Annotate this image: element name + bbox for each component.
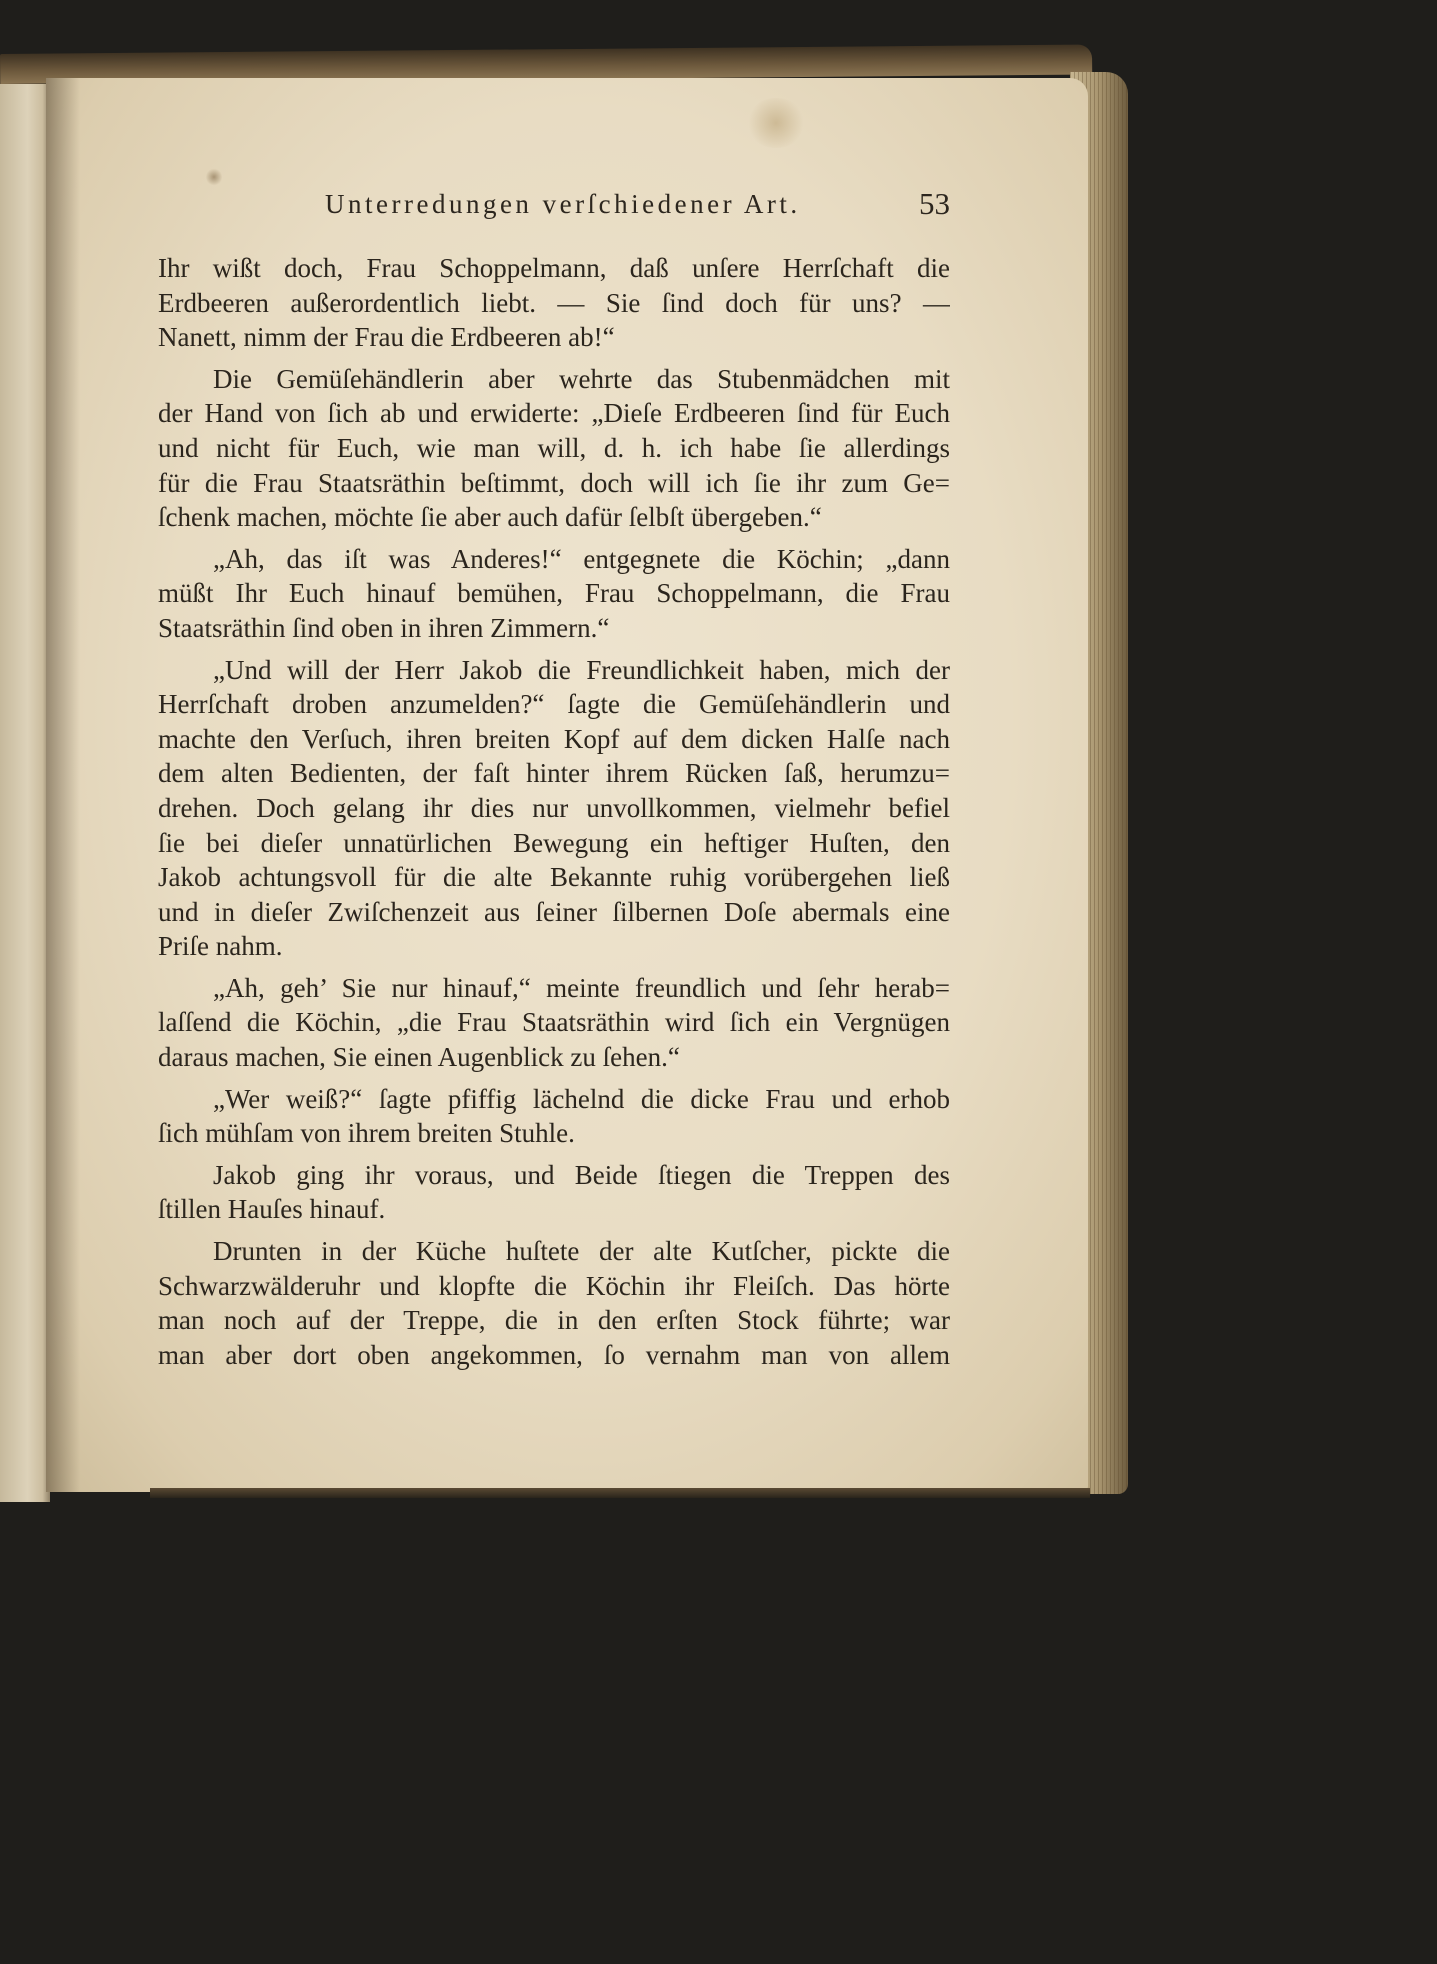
text-line: daraus machen, Sie einen Augenblick zu ſehen.“ — [158, 1042, 680, 1073]
text-line: ſtillen Hauſes hinauf. — [158, 1194, 386, 1225]
text-line: Herrſchaft droben anzumelden?“ ſagte die Gemüſehändlerin und — [158, 689, 950, 720]
text-line: laſſend die Köchin, „die Frau Staatsräthin wird ſich ein Vergnügen — [158, 1007, 950, 1038]
paragraph — [158, 1234, 950, 1372]
text-line: Priſe nahm. — [158, 931, 283, 962]
text-line: Nanett, nimm der Frau die Erdbeeren ab!“ — [158, 322, 615, 353]
text-line: müßt Ihr Euch hinauf bemühen, Frau Schoppelmann, die Frau — [158, 578, 950, 609]
paragraph — [158, 653, 950, 964]
running-title: Unterredungen verſchiedener Art. — [325, 189, 801, 219]
text-line: Drunten in der Küche huſtete der alte Kutſcher, pickte die — [213, 1236, 950, 1267]
paragraph — [158, 971, 950, 1075]
text-line: „Ah, geh’ Sie nur hinauf,“ meinte freundlich und ſehr herab= — [213, 972, 950, 1003]
text-line: Ihr wißt doch, Frau Schoppelmann, daß unſere Herrſchaft die — [158, 253, 950, 283]
text-line: man aber dort oben angekommen, ſo vernahm man von allem — [158, 1339, 950, 1370]
text-line: Erdbeeren außerordentlich liebt. — Sie ſind doch für uns? — — [158, 287, 950, 318]
text-line: Jakob achtungsvoll für die alte Bekannte ruhig vorübergehen ließ — [158, 862, 950, 893]
text-line: Staatsräthin ſind oben in ihren Zimmern.“ — [158, 612, 610, 643]
paragraph — [158, 251, 950, 355]
text-line: man noch auf der Treppe, die in den erſten Stock führte; war — [158, 1305, 950, 1336]
text-line: Schwarzwälderuhr und klopfte die Köchin ihr Fleiſch. Das hörte — [158, 1270, 950, 1301]
book-bottom-edge — [150, 1488, 1090, 1498]
text-line: ſie bei dieſer unnatürlichen Bewegung ein heftiger Huſten, den — [158, 827, 950, 858]
text-line: „Und will der Herr Jakob die Freundlichkeit haben, mich der — [213, 654, 950, 685]
paragraph — [158, 542, 950, 646]
text-line: „Wer weiß?“ ſagte pfiffig lächelnd die dicke Frau und erhob — [213, 1083, 950, 1114]
text-line: und nicht für Euch, wie man will, d. h. ich habe ſie allerdings — [158, 432, 950, 463]
text-line: ſich mühſam von ihrem breiten Stuhle. — [158, 1118, 575, 1149]
text-line: „Ah, das iſt was Anderes!“ entgegnete die Köchin; „dann — [213, 543, 950, 574]
text-line: drehen. Doch gelang ihr dies nur unvollkommen, vielmehr befiel — [158, 792, 950, 823]
facing-page-edge — [0, 84, 50, 1502]
text-line: dem alten Bedienten, der faſt hinter ihrem Rücken ſaß, herumzu= — [158, 758, 950, 789]
text-line: Jakob ging ihr voraus, und Beide ſtiegen die Treppen des — [213, 1159, 950, 1190]
paragraph — [158, 1082, 950, 1151]
paper-stain — [746, 98, 806, 148]
spine-shadow — [46, 78, 80, 1492]
text-line: Die Gemüſehändlerin aber wehrte das Stubenmädchen mit — [213, 363, 950, 394]
text-line: und in dieſer Zwiſchenzeit aus ſeiner ſilbernen Doſe abermals eine — [158, 896, 950, 927]
running-head — [158, 186, 950, 222]
text-line: der Hand von ſich ab und erwiderte: „Dieſe Erdbeeren ſind für Euch — [158, 398, 950, 429]
text-line: für die Frau Staatsräthin beſtimmt, doch will ich ſie ihr zum Ge= — [158, 467, 950, 498]
body-text — [158, 251, 950, 1372]
paragraph — [158, 1158, 950, 1227]
paragraph — [158, 362, 950, 535]
page-number: 53 — [919, 186, 950, 221]
text-line: machte den Verſuch, ihren breiten Kopf auf dem dicken Halſe nach — [158, 723, 950, 754]
text-line: ſchenk machen, möchte ſie aber auch dafür ſelbſt übergeben.“ — [158, 502, 822, 533]
paper-spot — [206, 168, 222, 186]
